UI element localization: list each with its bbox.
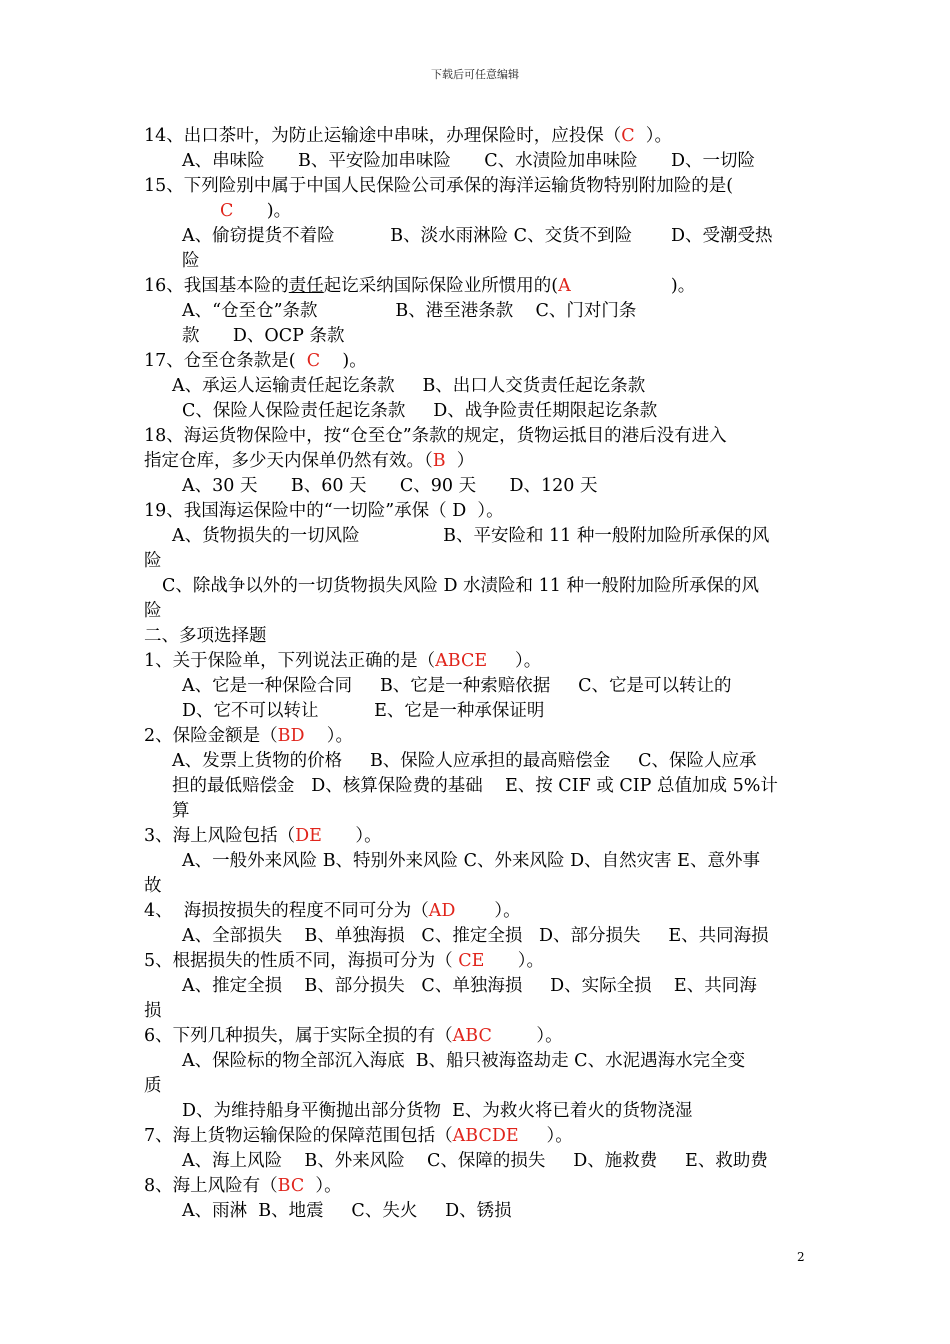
line-text: A、海上风险 B、外来风险 C、保障的损失 D、施救费 E、救助费 (182, 1151, 768, 1171)
text-line (144, 774, 812, 799)
text-line (144, 849, 812, 874)
line-text: 16、我国基本险的 (144, 276, 289, 296)
text-line (144, 999, 812, 1024)
line-text: 质 (144, 1076, 162, 1096)
text-line (144, 249, 812, 274)
answer-text: ABC (452, 1026, 492, 1046)
line-text: A、推定全损 B、部分损失 C、单独海损 D、实际全损 E、共同海 (182, 976, 757, 996)
text-line (144, 474, 812, 499)
line-text: A、30 天 B、60 天 C、90 天 D、120 天 (182, 476, 598, 496)
line-text: ）。 (304, 1176, 342, 1196)
line-text: A、它是一种保险合同 B、它是一种索赔依据 C、它是可以转让的 (182, 676, 732, 696)
text-line (144, 699, 812, 724)
text-line (144, 449, 812, 474)
text-line (144, 624, 812, 649)
text-line (144, 599, 812, 624)
text-line (144, 124, 812, 149)
text-line (144, 899, 812, 924)
text-line (144, 174, 812, 199)
answer-text: BD (277, 726, 305, 746)
line-text: ）。 (455, 901, 521, 921)
line-text: 14、出口茶叶，为防止运输途中串味，办理保险时，应投保（ (144, 126, 622, 146)
answer-text: ABCDE (452, 1126, 519, 1146)
line-text: 6、下列几种损失，属于实际全损的有（ (144, 1026, 453, 1046)
text-line (144, 1124, 812, 1149)
text-line (144, 724, 812, 749)
line-text: )。 (233, 201, 292, 221)
line-text: C、除战争以外的一切货物损失风险 D 水渍险和 11 种一般附加险所承保的风 (162, 576, 759, 596)
line-text: ）。 (491, 1026, 563, 1046)
answer-text: AD (428, 901, 456, 921)
text-line (144, 349, 812, 374)
line-text: 7、海上货物运输保险的保障范围包括（ (144, 1126, 453, 1146)
line-text: A、承运人运输责任起讫条款 B、出口人交货责任起讫条款 (172, 376, 646, 396)
line-text: A、“仓至仓”条款 B、港至港条款 C、门对门条 (182, 301, 637, 321)
line-text: 19、我国海运保险中的“一切险”承保（ D ）。 (144, 501, 504, 521)
text-line (144, 274, 812, 299)
text-line (144, 1099, 812, 1124)
text-line (144, 149, 812, 174)
answer-text: C (306, 351, 321, 371)
line-text: ）。 (487, 651, 542, 671)
answer-text: ABCE (435, 651, 488, 671)
line-text: 1、关于保险单，下列说法正确的是（ (144, 651, 436, 671)
text-line (144, 874, 812, 899)
line-text: A、保险标的物全部沉入海底 B、船只被海盗劫走 C、水泥遇海水完全变 (182, 1051, 746, 1071)
text-line (144, 424, 812, 449)
line-text: A、发票上货物的价格 B、保险人应承担的最高赔偿金 C、保险人应承 (172, 751, 757, 771)
line-text: 损 (144, 1001, 162, 1021)
text-line (144, 1049, 812, 1074)
line-text: 18、海运货物保险中，按“仓至仓”条款的规定，货物运抵目的港后没有进入 (144, 426, 727, 446)
text-line (144, 749, 812, 774)
text-line (144, 299, 812, 324)
text-line (144, 374, 812, 399)
line-text: 故 (144, 876, 162, 896)
line-text: 险 (144, 551, 162, 571)
line-text: ）。 (518, 1126, 573, 1146)
answer-text: B (432, 451, 446, 471)
page-number: 2 (797, 1250, 805, 1264)
line-text: A、全部损失 B、单独海损 C、推定全损 D、部分损失 E、共同海损 (182, 926, 769, 946)
text-line (144, 949, 812, 974)
text-line (144, 674, 812, 699)
line-text: 二、多项选择题 (144, 626, 267, 646)
line-text: 责任 (288, 276, 324, 296)
answer-text: DE (295, 826, 322, 846)
line-text: 5、根据损失的性质不同，海损可分为（ (144, 951, 459, 971)
text-line (144, 399, 812, 424)
text-line (144, 824, 812, 849)
text-line (144, 799, 812, 824)
text-line (144, 1174, 812, 1199)
line-text: 算 (172, 801, 190, 821)
text-line (144, 1149, 812, 1174)
text-line (144, 549, 812, 574)
text-line (144, 574, 812, 599)
line-text: 4、 海损按损失的程度不同可分为（ (144, 901, 429, 921)
line-text: 8、海上风险有（ (144, 1176, 278, 1196)
line-text: D、为维持船身平衡抛出部分货物 E、为救火将已着火的货物浇湿 (182, 1101, 693, 1121)
line-text: D、它不可以转让 E、它是一种承保证明 (182, 701, 545, 721)
text-line (144, 649, 812, 674)
text-line (144, 524, 812, 549)
line-text: 17、仓至仓条款是( (144, 351, 307, 371)
line-text: 险 (182, 251, 200, 271)
page-header: 下载后可任意编辑 (431, 68, 519, 81)
answer-text: BC (277, 1176, 305, 1196)
line-text: A、一般外来风险 B、特别外来风险 C、外来风险 D、自然灾害 E、意外事 (182, 851, 760, 871)
line-text: ）。 (321, 826, 382, 846)
line-text: 3、海上风险包括（ (144, 826, 296, 846)
line-text: 担的最低赔偿金 D、核算保险费的基础 E、按 CIF 或 CIP 总值加成 5%计 (172, 776, 778, 796)
answer-text: C (621, 126, 635, 146)
text-line (144, 924, 812, 949)
line-text: 指定仓库，多少天内保单仍然有效。（ (144, 451, 433, 471)
line-text: ）。 (484, 951, 545, 971)
line-text: 15、下列险别中属于中国人民保险公司承保的海洋运输货物特别附加险的是( (144, 176, 734, 196)
line-text: ）。 (634, 126, 673, 146)
text-line (144, 324, 812, 349)
text-line (144, 974, 812, 999)
line-text: )。 (570, 276, 696, 296)
line-text: A、货物损失的一切风险 B、平安险和 11 种一般附加险所承保的风 (172, 526, 770, 546)
text-line (144, 499, 812, 524)
line-text: 款 D、OCP 条款 (182, 326, 345, 346)
question-list (144, 124, 812, 1224)
line-text: 2、保险金额是（ (144, 726, 278, 746)
line-text: ）。 (304, 726, 354, 746)
line-text: ） (445, 451, 475, 471)
text-line (144, 1074, 812, 1099)
line-text: )。 (320, 351, 367, 371)
line-text: A、串味险 B、平安险加串味险 C、水渍险加串味险 D、一切险 (182, 151, 756, 171)
line-text: 险 (144, 601, 162, 621)
text-line (144, 199, 812, 224)
line-text: A、偷窃提货不着险 B、淡水雨淋险 C、交货不到险 D、受潮受热 (182, 226, 773, 246)
answer-text: CE (458, 951, 485, 971)
line-text: A、雨淋 B、地震 C、失火 D、锈损 (182, 1201, 512, 1221)
line-text: C、保险人保险责任起讫条款 D、战争险责任期限起讫条款 (182, 401, 658, 421)
line-text: 起讫采纳国际保险业所惯用的( (323, 276, 559, 296)
answer-text: C (220, 201, 234, 221)
text-line (144, 1199, 812, 1224)
text-line (144, 224, 812, 249)
text-line (144, 1024, 812, 1049)
answer-text: A (558, 276, 571, 296)
